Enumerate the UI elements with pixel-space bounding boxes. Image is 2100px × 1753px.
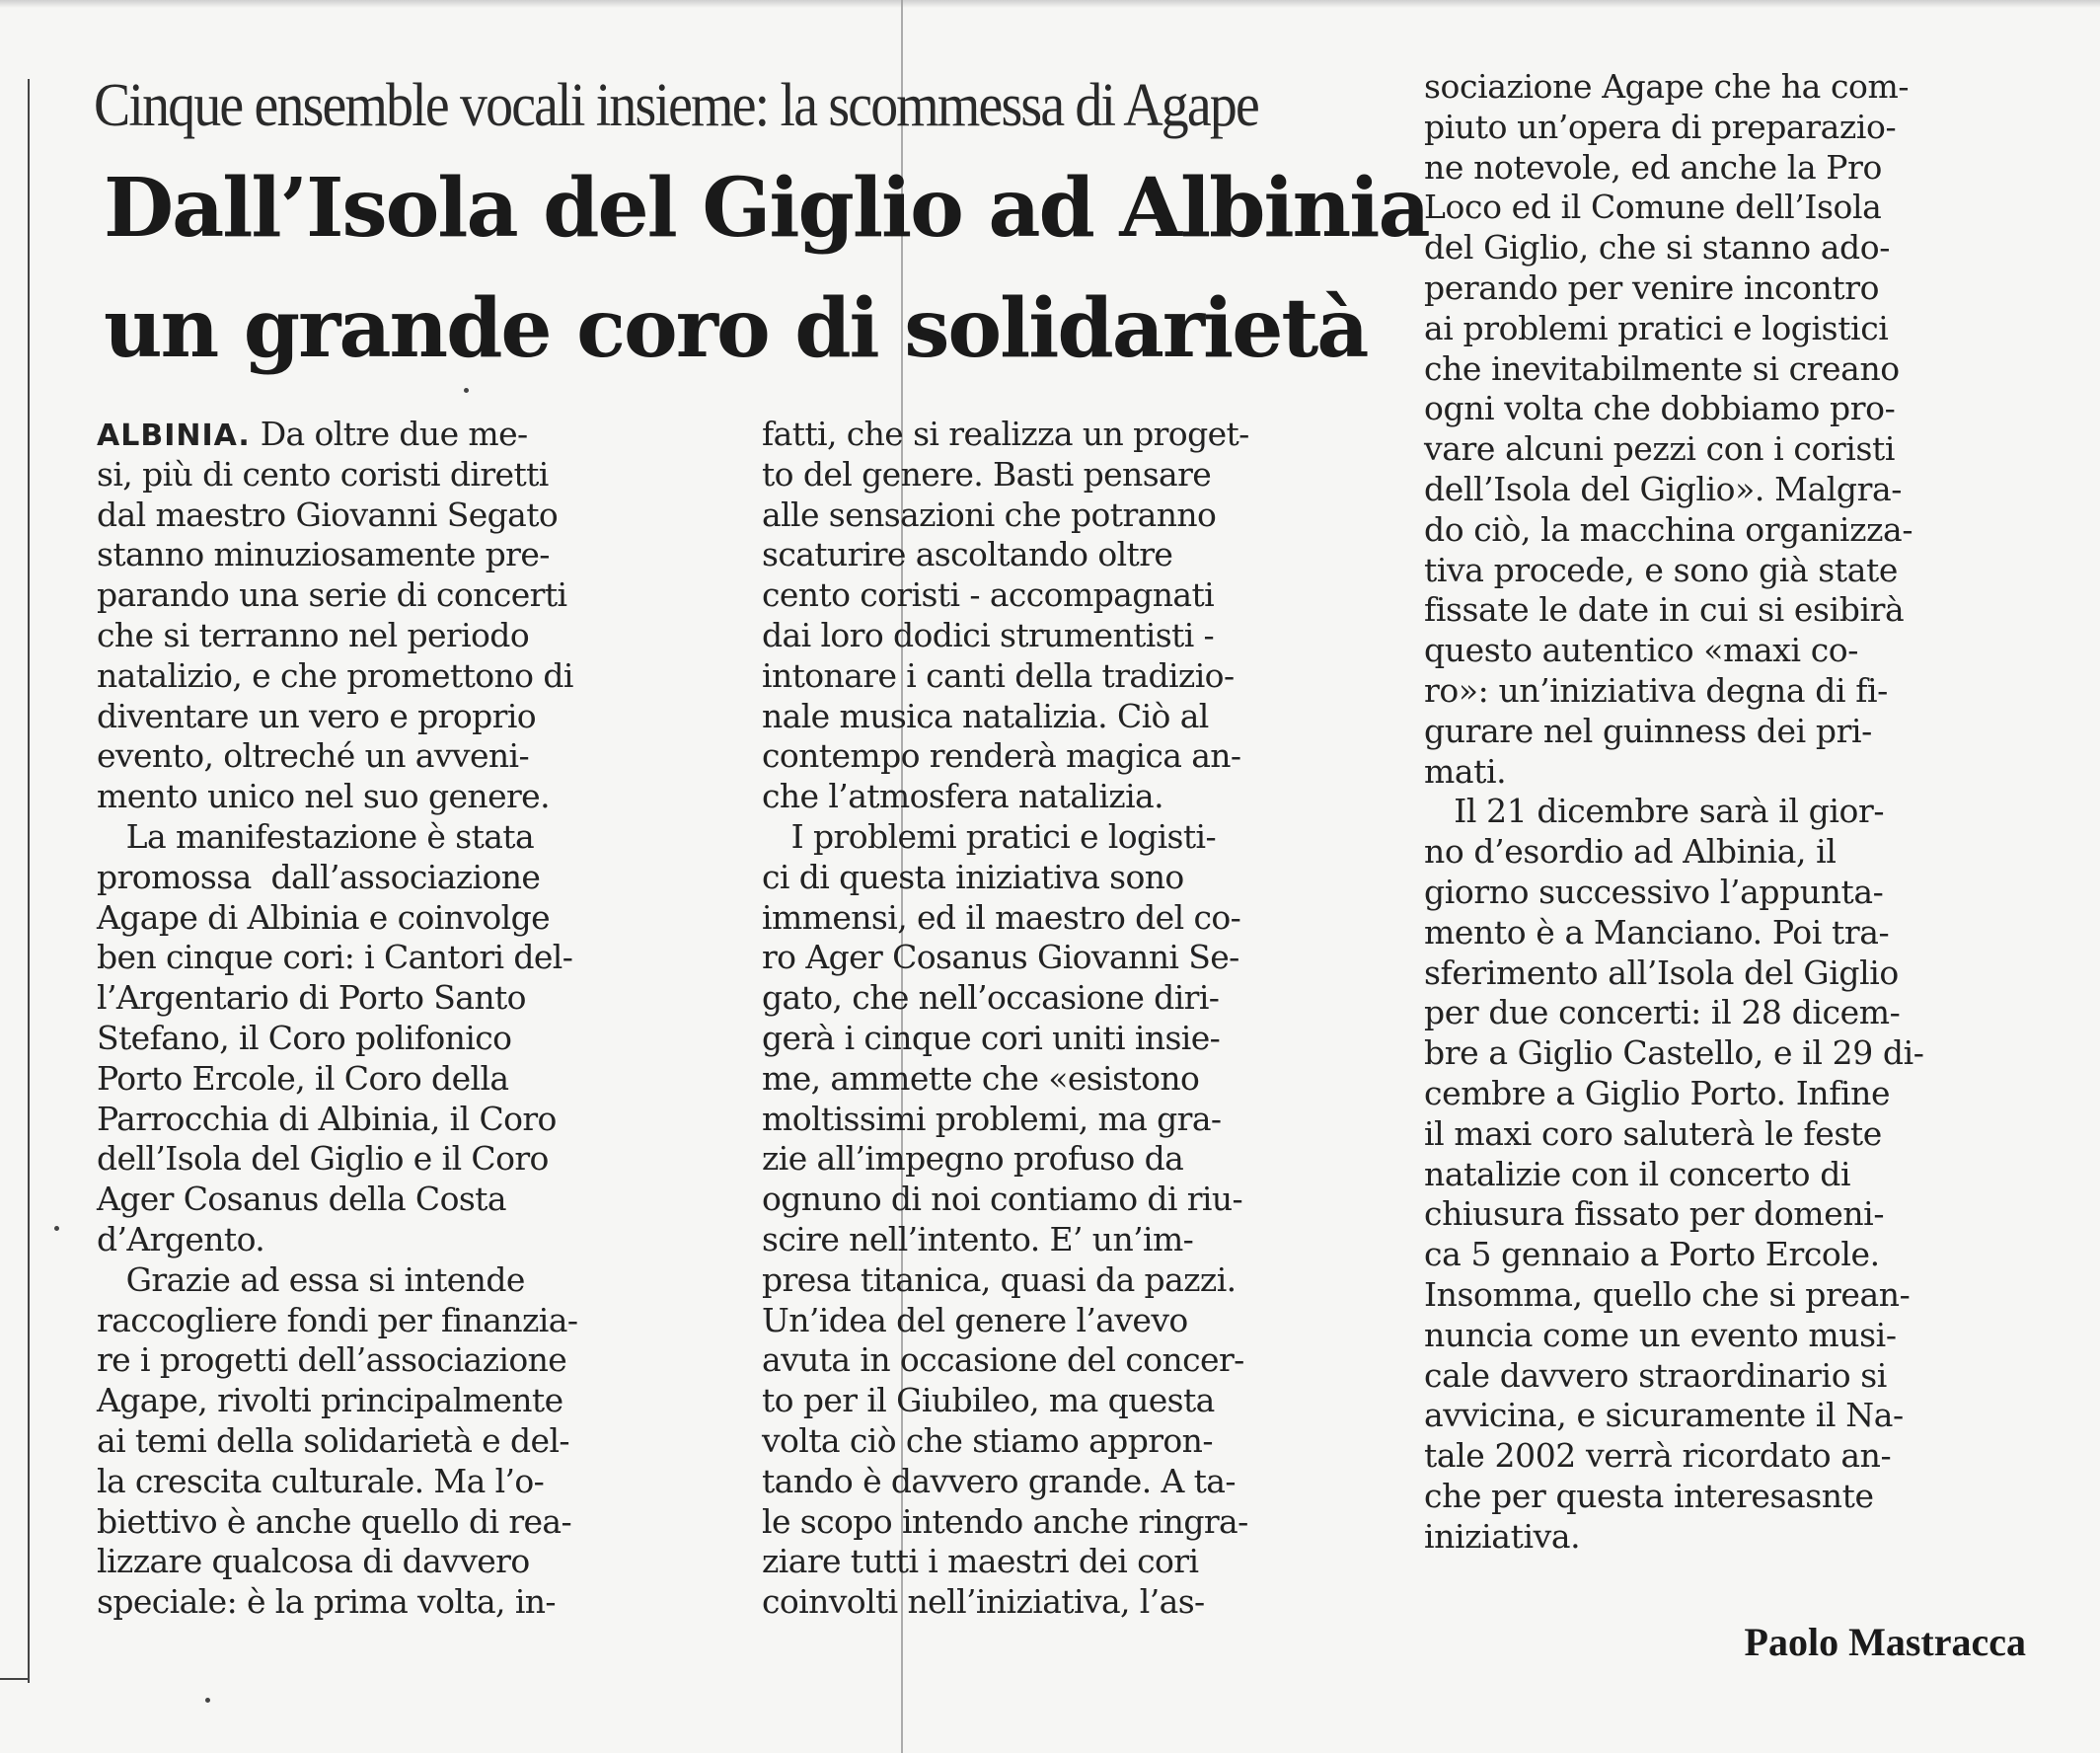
text-line: iniziativa. [1424,1516,1581,1556]
text-line: ben cinque cori: i Cantori del- [97,938,573,977]
text-line: mento è a Manciano. Poi tra- [1424,912,1890,952]
author-signature: Paolo Mastracca [1744,1620,2026,1664]
text-line: dell’Isola del Giglio». Malgra- [1424,469,1903,508]
text-line: stanno minuziosamente pre- [97,535,550,574]
text-line: gerà i cinque cori uniti insie- [762,1018,1221,1057]
text-line: tale 2002 verrà ricordato an- [1424,1436,1892,1476]
text-line: Loco ed il Comune dell’Isola [1424,188,1882,227]
text-line: la crescita culturale. Ma l’o- [97,1461,545,1500]
text-line: ziare tutti i maestri dei cori [762,1542,1199,1581]
text-line: ai problemi pratici e logistici [1424,308,1889,347]
text-line: che si terranno nel periodo [97,615,530,654]
text-line: avuta in occasione del concer- [762,1340,1244,1380]
text-line: per due concerti: il 28 dicem- [1424,993,1901,1032]
text-line: del Giglio, che si stanno ado- [1424,228,1890,267]
text-line: perando per venire incontro [1424,267,1880,307]
text-line: ne notevole, ed anche la Pro [1424,147,1882,187]
text-line: no d’esordio ad Albinia, il [1424,832,1837,872]
text-line: Grazie ad essa si intende [97,1259,525,1299]
text-line: le scopo intendo anche ringra- [762,1501,1248,1541]
text-line: tando è davvero grande. A ta- [762,1461,1236,1500]
text-line: mento unico nel suo genere. [97,777,550,816]
text-line: cale davvero straordinario si [1424,1355,1887,1395]
text-line: avvicina, e sicuramente il Na- [1424,1396,1904,1435]
article-headline [104,148,1429,389]
text-line: re i progetti dell’associazione [97,1340,567,1380]
article-kicker: Cinque ensemble vocali insieme: la scommessa di Agape [94,72,1258,139]
text-line: raccogliere fondi per finanzia- [97,1300,578,1339]
text-line: dal maestro Giovanni Segato [97,495,559,534]
text-line: sferimento all’Isola del Giglio [1424,953,1899,992]
text-line: tiva procede, e sono già state [1424,550,1898,589]
text-line: diventare un vero e proprio [97,696,537,735]
text-line: questo autentico «maxi co- [1424,631,1858,670]
text-line: cento coristi - accompagnati [762,575,1215,615]
text-line: sociazione Agape che ha com- [1424,67,1910,106]
text-line: chiusura fissato per domeni- [1424,1194,1885,1234]
paper-speck [464,388,469,393]
text-line: ca 5 gennaio a Porto Ercole. [1424,1235,1880,1274]
text-line: ognuno di noi contiamo di riu- [762,1180,1243,1219]
text-line: La manifestazione è stata [97,816,535,856]
text-line: dai loro dodici strumentisti - [762,615,1215,654]
text-line: presa titanica, quasi da pazzi. [762,1259,1237,1299]
text-line: scire nell’intento. E’ un’im- [762,1219,1194,1258]
text-column-1 [97,415,699,1623]
text-line: coinvolti nell’iniziativa, l’as- [762,1582,1205,1622]
column-rule-foot [0,1678,30,1680]
text-line: cembre a Giglio Porto. Infine [1424,1073,1891,1112]
text-line: Stefano, il Coro polifonico [97,1018,512,1057]
text-column-2 [762,415,1364,1623]
text-line: ci di questa iniziativa sono [762,857,1184,896]
text-line: l’Argentario di Porto Santo [97,978,526,1018]
paper-edge [0,0,2100,8]
text-line-content: Da oltre due me- [250,415,528,453]
text-line: promossa dall’associazione [97,857,541,896]
text-line: bre a Giglio Castello, e il 29 di- [1424,1033,1924,1073]
text-line: Ager Cosanus della Costa [97,1180,506,1219]
text-line: intonare i canti della tradizio- [762,655,1235,695]
text-line: do ciò, la macchina organizza- [1424,509,1913,549]
headline-line-2: un grande coro di solidarietà [104,281,1368,376]
text-line: biettivo è anche quello di rea- [97,1501,572,1541]
text-line: to del genere. Basti pensare [762,454,1212,494]
text-line: ro»: un’iniziativa degna di fi- [1424,670,1888,710]
headline-line-1: Dall’Isola del Giglio ad Albinia [104,161,1429,256]
text-line: Parrocchia di Albinia, il Coro [97,1099,557,1138]
text-line: to per il Giubileo, ma questa [762,1381,1215,1420]
text-line: dell’Isola del Giglio e il Coro [97,1139,549,1179]
text-line: lizzare qualcosa di davvero [97,1542,530,1581]
text-line: alle sensazioni che potranno [762,495,1217,534]
text-line: evento, oltreché un avveni- [97,736,530,776]
text-line: vare alcuni pezzi con i coristi [1424,429,1896,469]
text-line: Un’idea del genere l’avevo [762,1300,1188,1339]
text-line: immensi, ed il maestro del co- [762,897,1241,937]
text-line: I problemi pratici e logisti- [762,816,1217,856]
text-line: Porto Ercole, il Coro della [97,1058,509,1098]
text-line: che per questa interesasnte [1424,1476,1874,1515]
text-line: nale musica natalizia. Ciò al [762,696,1209,735]
text-line: piuto un’opera di preparazio- [1424,107,1897,146]
text-line: moltissimi problemi, ma gra- [762,1099,1222,1138]
text-line: parando una serie di concerti [97,575,567,615]
text-line: me, ammette che «esistono [762,1058,1200,1098]
text-line: speciale: è la prima volta, in- [97,1582,556,1622]
text-line: mati. [1424,751,1507,791]
text-line: Agape, rivolti principalmente [97,1381,563,1420]
text-line: volta ciò che stiamo appron- [762,1420,1213,1460]
text-line: fissate le date in cui si esibirà [1424,590,1905,630]
text-column-3 [1424,67,2026,1557]
text-line: Agape di Albinia e coinvolge [97,897,551,937]
text-line: che inevitabilmente si creano [1424,348,1900,388]
text-line: Insomma, quello che si prean- [1424,1274,1911,1314]
text-line: nuncia come un evento musi- [1424,1315,1897,1354]
text-line: ogni volta che dobbiamo pro- [1424,389,1896,428]
text-line: il maxi coro saluterà le feste [1424,1113,1882,1153]
paper-speck [54,1226,59,1231]
text-line: che l’atmosfera natalizia. [762,777,1163,816]
text-line: natalizie con il concerto di [1424,1154,1851,1193]
text-line: d’Argento. [97,1219,265,1258]
text-line: si, più di cento coristi diretti [97,454,549,494]
text-line: gurare nel guinness dei pri- [1424,711,1872,750]
text-line: scaturire ascoltando oltre [762,535,1173,574]
text-line [97,415,699,455]
text-line: zie all’impegno profuso da [762,1139,1184,1179]
paper-speck [205,1698,210,1703]
text-line: fatti, che si realizza un proget- [762,415,1249,453]
text-line: giorno successivo l’appunta- [1424,872,1884,911]
text-line: Il 21 dicembre sarà il gior- [1424,792,1885,831]
text-line: natalizio, e che promettono di [97,655,573,695]
text-line: contempo renderà magica an- [762,736,1241,776]
text-line: ai temi della solidarietà e del- [97,1420,569,1460]
text-line: ro Ager Cosanus Giovanni Se- [762,938,1239,977]
text-line: gato, che nell’occasione diri- [762,978,1220,1018]
column-rule [28,79,30,1683]
dateline: ALBINIA. [97,419,251,453]
